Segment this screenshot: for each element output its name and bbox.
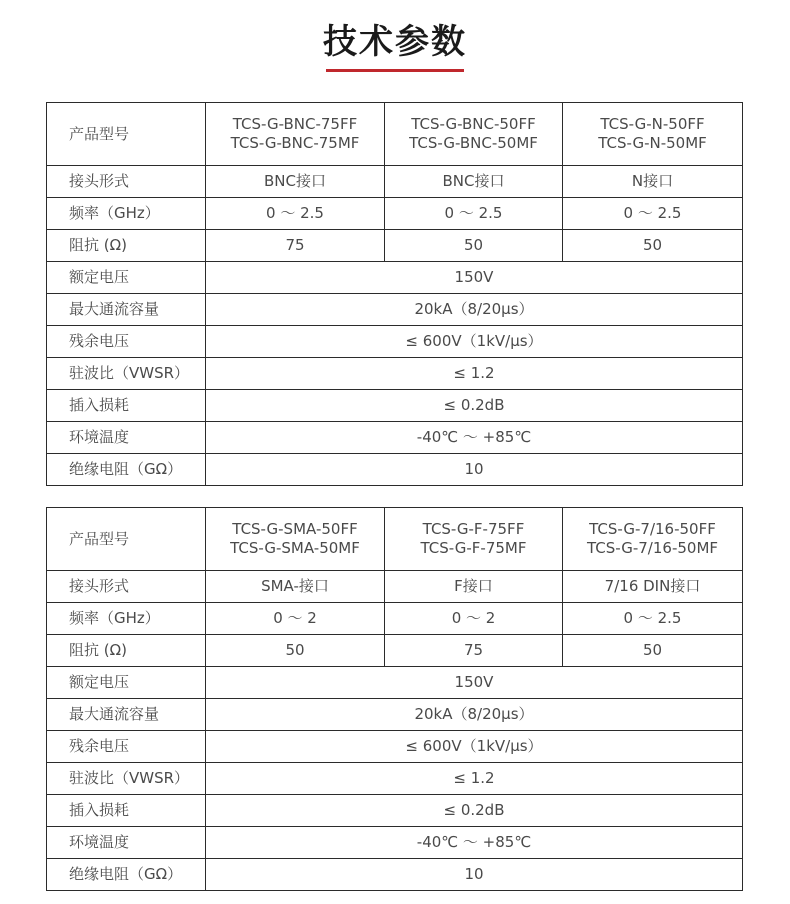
page-title: 技术参数 — [323, 22, 467, 62]
value-cell: 20kA（8/20μs） — [206, 699, 743, 731]
value-cell: ≤ 1.2 — [206, 763, 743, 795]
row-label: 频率（GHz） — [47, 198, 206, 230]
value-cell: N接口 — [563, 166, 743, 198]
insulation-resistance-row — [47, 859, 743, 891]
value-cell: 75 — [206, 230, 385, 262]
row-label: 接头形式 — [47, 571, 206, 603]
value-cell: 50 — [206, 635, 385, 667]
value-cell: 0 ～ 2.5 — [385, 198, 563, 230]
spec-table-2 — [46, 507, 743, 891]
title-underline — [326, 69, 464, 72]
value-cell: ≤ 1.2 — [206, 358, 743, 390]
model-cell: TCS-G-N-50FF TCS-G-N-50MF — [563, 103, 743, 166]
value-cell: ≤ 0.2dB — [206, 795, 743, 827]
value-cell: 75 — [385, 635, 563, 667]
value-cell: 0 ～ 2 — [385, 603, 563, 635]
residual-voltage-row — [47, 326, 743, 358]
row-label: 残余电压 — [47, 731, 206, 763]
max-discharge-row — [47, 294, 743, 326]
vswr-row — [47, 763, 743, 795]
value-cell: ≤ 600V（1kV/μs） — [206, 326, 743, 358]
value-cell: ≤ 0.2dB — [206, 390, 743, 422]
value-cell: -40℃ ～ +85℃ — [206, 827, 743, 859]
impedance-row — [47, 635, 743, 667]
connector-row — [47, 571, 743, 603]
value-cell: 20kA（8/20μs） — [206, 294, 743, 326]
rated-voltage-row — [47, 667, 743, 699]
insertion-loss-row — [47, 390, 743, 422]
spec-table-1 — [46, 102, 743, 486]
temperature-row — [47, 422, 743, 454]
model-cell: TCS-G-F-75FF TCS-G-F-75MF — [385, 508, 563, 571]
model-cell: TCS-G-BNC-50FF TCS-G-BNC-50MF — [385, 103, 563, 166]
value-cell: ≤ 600V（1kV/μs） — [206, 731, 743, 763]
value-cell: -40℃ ～ +85℃ — [206, 422, 743, 454]
connector-row — [47, 166, 743, 198]
model-cell: TCS-G-7/16-50FF TCS-G-7/16-50MF — [563, 508, 743, 571]
value-cell: F接口 — [385, 571, 563, 603]
value-cell: 150V — [206, 667, 743, 699]
model-cell: TCS-G-BNC-75FF TCS-G-BNC-75MF — [206, 103, 385, 166]
impedance-row — [47, 230, 743, 262]
insulation-resistance-row — [47, 454, 743, 486]
row-label: 残余电压 — [47, 326, 206, 358]
vswr-row — [47, 358, 743, 390]
row-label: 频率（GHz） — [47, 603, 206, 635]
value-cell: 0 ～ 2.5 — [563, 198, 743, 230]
model-row — [47, 508, 743, 571]
row-label: 最大通流容量 — [47, 294, 206, 326]
value-cell: 10 — [206, 859, 743, 891]
row-label: 产品型号 — [47, 508, 206, 571]
value-cell: 50 — [385, 230, 563, 262]
row-label: 驻波比（VWSR） — [47, 358, 206, 390]
max-discharge-row — [47, 699, 743, 731]
model-row — [47, 103, 743, 166]
frequency-row — [47, 198, 743, 230]
row-label: 绝缘电阻（GΩ） — [47, 454, 206, 486]
row-label: 最大通流容量 — [47, 699, 206, 731]
model-cell: TCS-G-SMA-50FF TCS-G-SMA-50MF — [206, 508, 385, 571]
insertion-loss-row — [47, 795, 743, 827]
row-label: 驻波比（VWSR） — [47, 763, 206, 795]
value-cell: SMA-接口 — [206, 571, 385, 603]
row-label: 产品型号 — [47, 103, 206, 166]
value-cell: 50 — [563, 635, 743, 667]
row-label: 插入损耗 — [47, 390, 206, 422]
value-cell: 10 — [206, 454, 743, 486]
row-label: 阻抗 (Ω) — [47, 230, 206, 262]
value-cell: BNC接口 — [206, 166, 385, 198]
value-cell: 150V — [206, 262, 743, 294]
row-label: 阻抗 (Ω) — [47, 635, 206, 667]
value-cell: 7/16 DIN接口 — [563, 571, 743, 603]
rated-voltage-row — [47, 262, 743, 294]
value-cell: 50 — [563, 230, 743, 262]
row-label: 环境温度 — [47, 422, 206, 454]
value-cell: BNC接口 — [385, 166, 563, 198]
value-cell: 0 ～ 2.5 — [563, 603, 743, 635]
row-label: 额定电压 — [47, 667, 206, 699]
row-label: 绝缘电阻（GΩ） — [47, 859, 206, 891]
temperature-row — [47, 827, 743, 859]
value-cell: 0 ～ 2 — [206, 603, 385, 635]
row-label: 环境温度 — [47, 827, 206, 859]
row-label: 额定电压 — [47, 262, 206, 294]
row-label: 接头形式 — [47, 166, 206, 198]
frequency-row — [47, 603, 743, 635]
residual-voltage-row — [47, 731, 743, 763]
row-label: 插入损耗 — [47, 795, 206, 827]
value-cell: 0 ～ 2.5 — [206, 198, 385, 230]
